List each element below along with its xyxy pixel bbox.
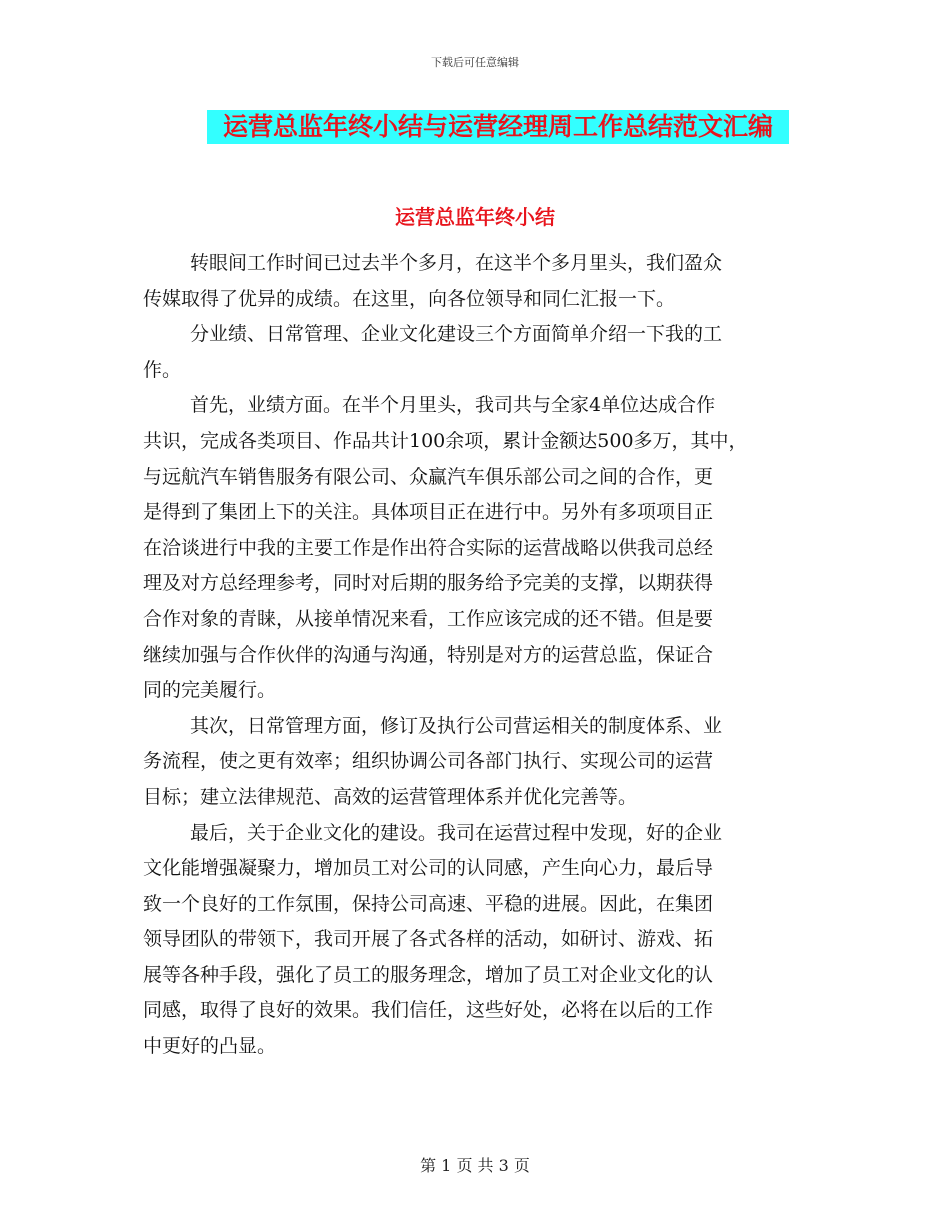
paragraph-line: 同的完美履行。 — [143, 679, 277, 702]
paragraph-line: 与远航汽车销售服务有限公司、众赢汽车俱乐部公司之间的合作，更 — [143, 465, 714, 488]
paragraph-line: 同感，取得了良好的效果。我们信任，这些好处，必将在以后的工作 — [143, 999, 714, 1022]
paragraph-line: 共识，完成各类项目、作品共计100余项，累计金额达500多万，其中， — [143, 429, 748, 452]
paragraph-line: 目标；建立法律规范、高效的运营管理体系并优化完善等。 — [143, 785, 638, 808]
paragraph-line: 作。 — [143, 358, 182, 381]
paragraph-line: 首先，业绩方面。在半个月里头，我司共与全家4单位达成合作 — [190, 394, 716, 417]
paragraph-line: 其次，日常管理方面，修订及执行公司营运相关的制度体系、业 — [190, 714, 723, 737]
paragraph-line: 理及对方总经理参考，同时对后期的服务给予完美的支撑，以期获得 — [143, 572, 714, 595]
paragraph — [143, 816, 825, 1065]
paragraph-line: 最后，关于企业文化的建设。我司在运营过程中发现，好的企业 — [190, 821, 723, 844]
paragraph-line: 文化能增强凝聚力，增加员工对公司的认同感，产生向心力，最后导 — [143, 857, 714, 880]
paragraph-line: 在洽谈进行中我的主要工作是作出符合实际的运营战略以供我司总经 — [143, 536, 714, 559]
header-note: 下载后可任意编辑 — [431, 56, 519, 69]
paragraph-line: 转眼间工作时间已过去半个多月，在这半个多月里头，我们盈众 — [190, 252, 723, 274]
paragraph-line: 分业绩、日常管理、企业文化建设三个方面简单介绍一下我的工 — [190, 323, 723, 346]
body-text — [143, 246, 825, 1065]
paragraph-line: 是得到了集团上下的关注。具体项目正在进行中。另外有多项项目正 — [143, 501, 714, 524]
section-title: 运营总监年终小结 — [395, 205, 555, 229]
paragraph-line: 领导团队的带领下，我司开展了各式各样的活动，如研讨、游戏、拓 — [143, 928, 714, 951]
paragraph — [143, 709, 825, 816]
paragraph — [143, 246, 825, 317]
paragraph-line: 继续加强与合作伙伴的沟通与沟通，特别是对方的运营总监，保证合 — [143, 643, 714, 666]
paragraph-line: 传媒取得了优异的成绩。在这里，向各位领导和同仁汇报一下。 — [143, 287, 676, 310]
paragraph — [143, 317, 825, 388]
paragraph — [143, 388, 825, 708]
document-title: 运营总监年终小结与运营经理周工作总结范文汇编 — [207, 110, 789, 144]
paragraph-line: 致一个良好的工作氛围，保持公司高速、平稳的进展。因此，在集团 — [143, 892, 714, 915]
page-footer: 第 1 页 共 3 页 — [420, 1156, 530, 1175]
paragraph-line: 展等各种手段，强化了员工的服务理念，增加了员工对企业文化的认 — [143, 963, 714, 986]
paragraph-line: 中更好的凸显。 — [143, 1035, 277, 1058]
paragraph-line: 合作对象的青睐，从接单情况来看，工作应该完成的还不错。但是要 — [143, 607, 714, 630]
paragraph-line: 务流程，使之更有效率；组织协调公司各部门执行、实现公司的运营 — [143, 750, 714, 773]
